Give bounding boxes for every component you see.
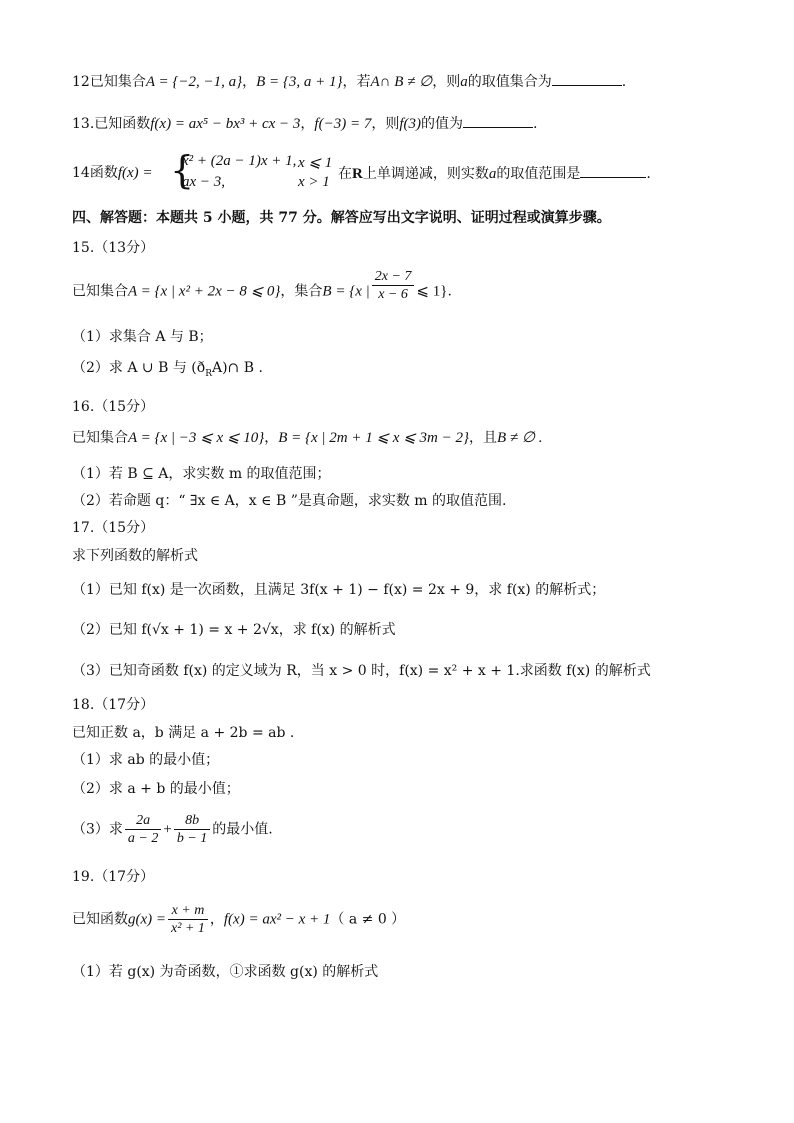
q12-set-a: A = {−2, −1, a} bbox=[145, 74, 243, 90]
q15-part-2-tail: A)∩ B . bbox=[211, 360, 263, 376]
q16-part-2: （2）若命题 q：“ ∃x ∈ A，x ∈ B ”是真命题，求实数 m 的取值范围. bbox=[72, 493, 507, 509]
q19-comma: ， bbox=[209, 911, 224, 928]
q15-fraction bbox=[372, 268, 415, 303]
q18-plus: + bbox=[163, 821, 172, 838]
q13-text-3: 的值为 bbox=[421, 116, 463, 132]
q13-text-2: ，则 bbox=[371, 116, 400, 132]
q16-part-1: （1）若 B ⊆ A，求实数 m 的取值范围； bbox=[72, 466, 331, 482]
q14-fx: f(x) = bbox=[117, 165, 153, 181]
q13-period: . bbox=[533, 116, 538, 132]
q19-text: 已知函数 bbox=[72, 911, 128, 928]
q15-frac-num: 2x − 7 bbox=[372, 268, 415, 286]
q16-set-b: B = {x | 2m + 1 ⩽ x ⩽ 3m − 2} bbox=[278, 430, 469, 446]
q19-g-fraction bbox=[168, 902, 208, 937]
q14-piece2-cond: x > 1 bbox=[298, 174, 330, 190]
q13-ask: f(3) bbox=[399, 116, 421, 132]
q13-number: 13. bbox=[72, 116, 95, 132]
q15-part-2-sub: R bbox=[205, 368, 212, 379]
q12-period: . bbox=[621, 74, 627, 90]
q14-text-4: 的取值范围是 bbox=[496, 166, 581, 182]
q14-answer-blank[interactable] bbox=[580, 163, 646, 178]
q17-heading: 17.（15分） bbox=[72, 520, 155, 536]
q12-set-b: B = {3, a + 1} bbox=[256, 74, 343, 90]
q19-part-1: （1）若 g(x) 为奇函数，①求函数 g(x) 的解析式 bbox=[72, 964, 379, 980]
q15-statement bbox=[72, 269, 452, 320]
q12-var: a bbox=[460, 74, 468, 90]
q13-answer-blank[interactable] bbox=[463, 113, 533, 128]
q18-part-1: （1）求 ab 的最小值； bbox=[72, 752, 220, 768]
q18-fraction-1 bbox=[125, 812, 161, 847]
q17-part-3: （3）已知奇函数 f(x) 的定义域为 R，当 x > 0 时，f(x) = x² + x + 1.求函数 f(x) 的解析式 bbox=[72, 663, 651, 679]
q19-heading: 19.（17分） bbox=[72, 869, 155, 885]
q19-condition: （ a ≠ 0 ） bbox=[330, 911, 406, 928]
q14-var: a bbox=[488, 166, 497, 182]
q12-comma: ， bbox=[242, 74, 257, 90]
q15-set-b-right: ⩽ 1} bbox=[416, 283, 448, 300]
q16-text: 已知集合 bbox=[72, 430, 128, 446]
q15-frac-den: x − 6 bbox=[378, 287, 408, 302]
q15-period: . bbox=[447, 283, 452, 300]
section-4-heading: 四、解答题：本题共 5 小题，共 77 分。解答应写出文字说明、证明过程或演算步骤。 bbox=[72, 210, 611, 226]
q16-statement bbox=[72, 428, 542, 448]
q14-period: . bbox=[646, 166, 651, 182]
q19-g-num: x + m bbox=[168, 902, 208, 920]
q12-text: 已知集合 bbox=[89, 74, 146, 90]
q13-text: 已知函数 bbox=[94, 116, 151, 132]
q16-text-2: ，且 bbox=[469, 430, 497, 446]
q18-f1-num: 2a bbox=[125, 812, 161, 830]
q14-left-brace: { bbox=[170, 148, 195, 192]
q17-part-1: （1）已知 f(x) 是一次函数，且满足 3f(x + 1) − f(x) = 2x + 9，求 f(x) 的解析式； bbox=[72, 582, 606, 598]
q15-part-1: （1）求集合 A 与 B； bbox=[72, 329, 213, 345]
q14-piece1-expr: x² + (2a − 1)x + 1, bbox=[182, 153, 297, 169]
q15-text-2: ，集合 bbox=[280, 283, 323, 300]
q14-piece2-expr: ax − 3, bbox=[182, 174, 226, 190]
q12-answer-blank[interactable] bbox=[552, 71, 622, 86]
q13-function: f(x) = ax⁵ − bx³ + cx − 3 bbox=[150, 116, 301, 132]
q19-f: f(x) = ax² − x + 1 bbox=[223, 911, 331, 928]
q18-heading: 18.（17分） bbox=[72, 697, 155, 713]
q17-part-2: （2）已知 f(√x + 1) = x + 2√x，求 f(x) 的解析式 bbox=[72, 622, 396, 638]
q13-comma: ， bbox=[300, 116, 315, 132]
q19-g-den: x² + 1 bbox=[171, 921, 205, 936]
q14-tail bbox=[338, 163, 651, 183]
q18-part-3 bbox=[72, 812, 273, 856]
q12-number: 12 bbox=[72, 74, 90, 90]
q17-title: 求下列函数的解析式 bbox=[72, 548, 198, 564]
q18-f2-den: b − 1 bbox=[176, 831, 208, 846]
question-14 bbox=[72, 152, 153, 194]
q18-part-2: （2）求 a + b 的最小值； bbox=[72, 781, 240, 797]
q14-real-set: R bbox=[352, 166, 363, 182]
q12-text-3: ，则 bbox=[432, 74, 461, 90]
q15-set-b-left: B = {x | bbox=[322, 283, 370, 300]
q16-comma: ， bbox=[264, 430, 279, 446]
q14-text-3: 上单调递减，则实数 bbox=[362, 166, 489, 182]
q16-condition: B ≠ ∅ . bbox=[497, 430, 543, 446]
q12-text-2: ，若 bbox=[342, 74, 371, 90]
q18-f1-den: a − 2 bbox=[127, 831, 159, 846]
q14-text: 函数 bbox=[89, 165, 118, 181]
q15-part-2 bbox=[72, 358, 263, 384]
q16-set-a: A = {x | −3 ⩽ x ⩽ 10} bbox=[128, 430, 265, 446]
q14-text-2: 在 bbox=[338, 166, 352, 182]
q12-text-4: 的取值集合为 bbox=[467, 74, 552, 90]
question-12 bbox=[72, 71, 626, 92]
q19-statement bbox=[72, 902, 405, 946]
q15-part-2-text: （2）求 A ∪ B 与 (ð bbox=[72, 360, 206, 376]
q12-condition: A∩ B ≠ ∅ bbox=[370, 74, 433, 90]
question-13 bbox=[72, 113, 537, 134]
q14-piece1-cond: x ⩽ 1 bbox=[298, 155, 333, 171]
q16-heading: 16.（15分） bbox=[72, 399, 155, 415]
q13-condition: f(−3) = 7 bbox=[314, 116, 372, 132]
q18-statement: 已知正数 a，b 满足 a + 2b = ab . bbox=[72, 725, 295, 741]
q18-part-3-pre: （3）求 bbox=[72, 821, 123, 838]
q15-set-a: A = {x | x² + 2x − 8 ⩽ 0} bbox=[128, 283, 281, 300]
q14-number: 14 bbox=[72, 165, 90, 181]
q15-heading: 15.（13分） bbox=[72, 240, 155, 256]
q18-part-3-post: 的最小值. bbox=[212, 821, 273, 838]
q18-fraction-2 bbox=[174, 812, 210, 847]
q19-g-left: g(x) = bbox=[128, 911, 167, 928]
q15-text: 已知集合 bbox=[72, 283, 128, 300]
q18-f2-num: 8b bbox=[174, 812, 210, 830]
